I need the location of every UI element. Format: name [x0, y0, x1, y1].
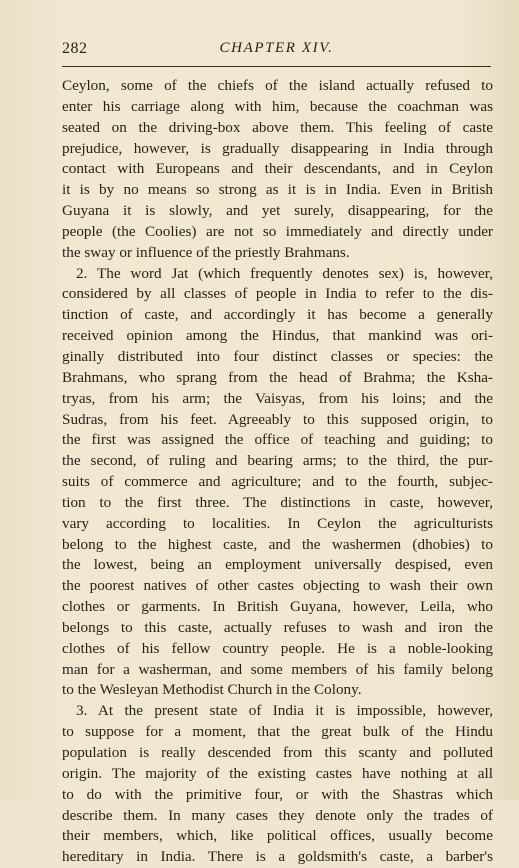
- text-line: Sudras, from his feet. Agreeably to this supposed origin, to: [62, 410, 493, 428]
- text-line: the first was assigned the office of teaching and guiding; to: [62, 431, 493, 449]
- text-line: people (the Coolies) are not so immediately and directly under: [62, 222, 493, 240]
- text-line: tion to the first three. The distinctions in caste, however,: [62, 493, 493, 511]
- text-line: enter his carriage along with him, because the coachman was: [62, 97, 493, 115]
- page-header: [62, 40, 491, 64]
- header-rule: [62, 66, 491, 67]
- text-line: suits of commerce and agriculture; and to the fourth, subjec-: [62, 473, 493, 491]
- text-line: origin. The majority of the existing castes have nothing at all: [62, 764, 493, 782]
- text-line: Ceylon, some of the chiefs of the island actually refused to: [62, 77, 493, 94]
- text-line: Brahmans, who sprang from the head of Brahma; the Ksha-: [62, 368, 493, 386]
- text-line: to suppose for a moment, that the great bulk of the Hindu: [62, 723, 493, 741]
- text-line: prejudice, however, is gradually disappearing in India through: [62, 139, 493, 157]
- text-line: belong to the highest caste, and the washermen (dhobies) to: [62, 535, 493, 553]
- running-title: CHAPTER XIV.: [219, 40, 334, 56]
- text-line: clothes or garments. In British Guyana, however, Leila, who: [62, 598, 493, 616]
- text-line: the lowest, being an employment universally despised, even: [62, 556, 493, 574]
- text-line: tryas, from his arm; the Vaisyas, from his loins; and the: [62, 389, 493, 407]
- page-number: 282: [62, 40, 88, 57]
- text-line: to the Wesleyan Methodist Church in the Colony.: [62, 681, 362, 699]
- text-line: belongs to this caste, actually refuses to wash and iron the: [62, 618, 493, 636]
- text-line: hereditary in India. There is a goldsmith's caste, a barber's: [62, 848, 493, 866]
- text-line: population is really descended from this scanty and polluted: [62, 744, 493, 761]
- text-line: considered by all classes of people in India to refer to the dis-: [62, 285, 493, 303]
- text-line: 2. The word Jat (which frequently denotes sex) is, however,: [76, 264, 493, 282]
- text-line: their members, which, like political offices, usually become: [62, 827, 493, 845]
- body-text: [62, 76, 493, 868]
- text-line: ginally distributed into four distinct classes or species: the: [62, 347, 493, 365]
- text-line: 3. At the present state of India it is impossible, however,: [76, 702, 493, 720]
- text-line: it is by no means so strong as it is in India. Even in British: [62, 181, 493, 199]
- text-line: Guyana it is slowly, and yet surely, disappearing, for the: [62, 202, 493, 220]
- text-line: the poorest natives of other castes objecting to wash their own: [62, 577, 493, 595]
- text-line: man for a washerman, and some members of his family belong: [62, 660, 493, 678]
- text-line: describe them. In many cases they denote only the trades of: [62, 806, 493, 824]
- text-line: contact with Europeans and their descendants, and in Ceylon: [62, 160, 493, 178]
- text-line: received opinion among the Hindus, that mankind was ori-: [62, 327, 493, 345]
- text-line: tinction of caste, and accordingly it has become a generally: [62, 306, 493, 324]
- text-line: seated on the driving-box above them. This feeling of caste: [62, 118, 493, 136]
- text-line: vary according to localities. In Ceylon the agriculturists: [62, 514, 493, 532]
- text-line: clothes of his fellow country people. He is a noble-looking: [62, 639, 493, 657]
- text-line: the sway or influence of the priestly Brahmans.: [62, 243, 350, 261]
- text-line: to do with the primitive four, or with the Shastras which: [62, 785, 493, 803]
- text-line: the second, of ruling and bearing arms; to the third, the pur-: [62, 452, 493, 470]
